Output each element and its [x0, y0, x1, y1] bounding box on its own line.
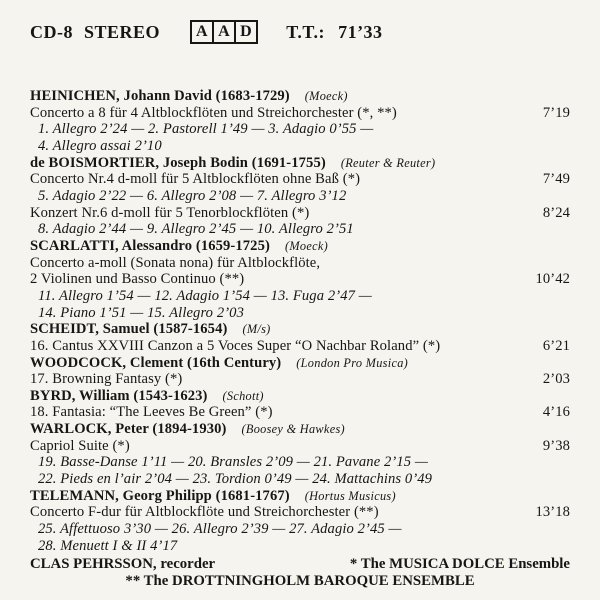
publisher-credit: (Reuter & Reuter) — [340, 155, 436, 170]
duration: 7’49 — [542, 171, 570, 188]
line-text: Capriol Suite (*) — [30, 437, 130, 454]
publisher-credit: (Moeck) — [304, 89, 348, 103]
line-text: 22. Pieds en l’air 2’04 — 23. Tordion 0’49 — 24. Mattachins 0’49 — [38, 471, 433, 488]
line-text: Concerto F-dur für Altblockflöte und Streichorchester (**) — [30, 504, 379, 521]
line-text: Concerto Nr.4 d-moll für 5 Altblockflöten ohne Baß (*) — [30, 171, 361, 188]
composer-line — [30, 355, 570, 372]
movement-line — [30, 188, 570, 205]
spars-letter-2: A — [212, 22, 234, 42]
duration: 4’16 — [542, 404, 570, 421]
spars-code-box — [190, 20, 258, 44]
spars-letter-3: D — [234, 22, 256, 42]
movement-line — [30, 471, 570, 488]
movement-line — [30, 138, 570, 155]
publisher-credit: (Schott) — [222, 388, 264, 403]
line-text: Konzert Nr.6 d-moll für 5 Tenorblockflöten (*) — [30, 204, 310, 221]
composer-name: SCHEIDT, Samuel (1587-1654) — [30, 321, 228, 338]
publisher-credit: (London Pro Musica) — [296, 355, 409, 370]
publisher-credit: (Moeck) — [284, 238, 328, 253]
composer-name: SCARLATTI, Alessandro (1659-1725) — [30, 237, 270, 254]
line-text: 19. Basse-Danse 1’11 — 20. Bransles 2’09 — 21. Pavane 2’15 — — [38, 454, 428, 471]
work-title-line — [30, 404, 570, 421]
work-title-line — [30, 504, 570, 521]
work-title-line — [30, 371, 570, 388]
work-title-line — [30, 205, 570, 222]
composer-name: WARLOCK, Peter (1894-1930) — [30, 421, 227, 438]
publisher-credit: (Boosey & Hawkes) — [241, 422, 345, 437]
header — [30, 20, 383, 44]
publisher-credit: (Hortus Musicus) — [304, 488, 396, 503]
composer-name: TELEMANN, Georg Philipp (1681-1767) — [30, 487, 290, 504]
track-list — [30, 88, 570, 554]
movement-line — [30, 288, 570, 305]
line-text: 16. Cantus XXVIII Canzon a 5 Voces Super “O Nachbar Roland” (*) — [30, 337, 441, 354]
composer-name: de BOISMORTIER, Joseph Bodin (1691-1755) — [30, 154, 326, 171]
line-text: 5. Adagio 2’22 — 6. Allegro 2’08 — 7. Allegro 3’12 — [38, 187, 347, 204]
duration: 13’18 — [535, 504, 570, 521]
line-text: 28. Menuett I & II 4’17 — [38, 537, 178, 554]
catalog-number: CD-8 — [30, 21, 73, 42]
line-text: Concerto a-moll (Sonata nona) für Altblockflöte, — [30, 254, 321, 271]
duration: 8’24 — [542, 204, 570, 221]
movement-line — [30, 221, 570, 238]
line-text: 14. Piano 1’51 — 15. Allegro 2’03 — [38, 304, 244, 321]
movement-line — [30, 538, 570, 555]
duration: 6’21 — [542, 337, 570, 354]
composer-line — [30, 88, 570, 105]
ensemble-credit-1: * The MUSICA DOLCE Ensemble — [349, 556, 570, 572]
composer-line — [30, 421, 570, 438]
composer-line — [30, 155, 570, 172]
line-text: Concerto a 8 für 4 Altblockflöten und Streichorchester (*, **) — [30, 104, 397, 121]
duration: 9’38 — [542, 437, 570, 454]
composer-line — [30, 321, 570, 338]
line-text: 1. Allegro 2’24 — 2. Pastorell 1’49 — 3. Adagio 0’55 — — [38, 121, 374, 138]
work-title-line — [30, 338, 570, 355]
total-time — [286, 22, 382, 43]
composer-line — [30, 388, 570, 405]
duration: 2’03 — [542, 371, 570, 388]
total-time-value: 71’33 — [338, 21, 383, 42]
line-text: 17. Browning Fantasy (*) — [30, 371, 183, 388]
composer-name: HEINICHEN, Johann David (1683-1729) — [30, 88, 290, 104]
movement-line — [30, 521, 570, 538]
movement-line — [30, 121, 570, 138]
composer-name: WOODCOCK, Clement (16th Century) — [30, 354, 282, 371]
format-label: STEREO — [84, 21, 161, 42]
composer-line — [30, 238, 570, 255]
work-title-line — [30, 255, 570, 272]
work-title-line — [30, 171, 570, 188]
line-text: 8. Adagio 2’44 — 9. Allegro 2’45 — 10. Allegro 2’51 — [38, 221, 354, 238]
total-time-label: T.T.: — [286, 21, 326, 42]
composer-line — [30, 488, 570, 505]
composer-name: BYRD, William (1543-1623) — [30, 387, 208, 404]
line-text: 2 Violinen und Basso Continuo (**) — [30, 271, 245, 288]
footer-credits-row — [30, 556, 570, 573]
line-text: 25. Affettuoso 3’30 — 26. Allegro 2’39 — 27. Adagio 2’45 — — [38, 521, 402, 538]
duration: 10’42 — [535, 271, 570, 288]
spars-letter-1: A — [196, 23, 209, 40]
performer-credit: CLAS PEHRSSON, recorder — [30, 556, 216, 572]
line-text: 11. Allegro 1’54 — 12. Adagio 1’54 — 13. Fuga 2’47 — — [38, 287, 372, 304]
work-title-line — [30, 438, 570, 455]
movement-line — [30, 305, 570, 322]
line-text: 4. Allegro assai 2’10 — [38, 137, 162, 154]
publisher-credit: (M/s) — [242, 322, 271, 337]
ensemble-credit-2: ** The DROTTNINGHOLM BAROQUE ENSEMBLE — [125, 572, 475, 589]
work-title-line — [30, 271, 570, 288]
duration: 7’19 — [542, 104, 570, 121]
catalog-format — [30, 22, 160, 43]
work-title-line — [30, 105, 570, 122]
footer — [30, 556, 570, 589]
movement-line — [30, 454, 570, 471]
line-text: 18. Fantasia: “The Leeves Be Green” (*) — [30, 404, 273, 421]
